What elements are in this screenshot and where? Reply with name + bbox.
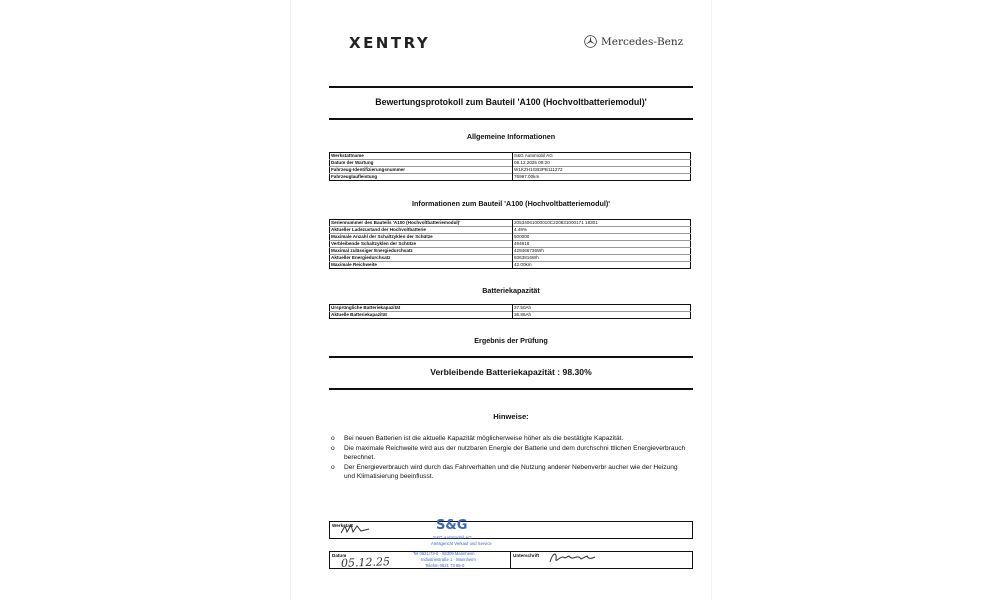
- row-key: Fahrzeug-Identifizierungsnummer: [330, 167, 513, 174]
- table-row: [330, 312, 691, 319]
- divider: [329, 388, 693, 390]
- row-value: 08.12.2025 08:20: [514, 160, 550, 165]
- table-row: [330, 234, 691, 241]
- table-row: [330, 167, 691, 174]
- general-info-table: [329, 152, 691, 181]
- divider: [510, 552, 511, 568]
- row-key: Maximale Reichweite: [330, 262, 513, 269]
- header: [291, 30, 711, 60]
- notes-title: Hinweise:: [493, 412, 529, 421]
- section-title-capacity: Batteriekapazität: [482, 286, 540, 295]
- row-value: 36.86Ah: [514, 312, 532, 317]
- brand-name: Mercedes-Benz: [601, 35, 684, 48]
- mercedes-star-icon: [584, 35, 597, 48]
- stamp-line: S&G Automobil AG: [433, 535, 472, 540]
- company-stamp: [391, 518, 501, 578]
- note-text: Der Energieverbrauch wird durch das Fahrverhalten und die Nutzung anderer Nebenverbr aucher wie der Heizung und Klimatisierung beeinflusst.: [344, 464, 678, 480]
- workshop-label: Werkstatt: [332, 523, 353, 528]
- divider: [329, 86, 693, 88]
- stamp-logo: S&G: [436, 518, 468, 533]
- row-key: Seriennummer des Bauteils 'A100 (Hochvoltbatteriemodul)': [330, 220, 513, 227]
- table-row: [330, 227, 691, 234]
- mercedes-brand: [584, 35, 683, 48]
- table-row: [330, 255, 691, 262]
- xentry-logo: XENTRY: [349, 34, 431, 52]
- row-key: Fahrzeuglaufleistung: [330, 174, 513, 181]
- row-value: W1KZH1GB3PB111272: [514, 167, 563, 172]
- note-text: Bei neuen Batterien ist die aktuelle Kapazität möglicherweise höher als die bestätigte Kapazität.: [344, 435, 624, 442]
- table-row: [330, 305, 691, 312]
- row-key: Ursprüngliche Batteriekapazität: [330, 305, 513, 312]
- workshop-signature-box: [329, 521, 693, 539]
- divider: [329, 356, 693, 358]
- result-text: Verbleibende Batteriekapazität : 98.30%: [430, 367, 592, 377]
- row-value: S&G Automobil AG: [514, 153, 553, 158]
- stamp-line: Industriestraße 1 · Mannheim: [421, 557, 476, 562]
- row-key: Aktuelle Batteriekapazität: [330, 312, 513, 319]
- section-title-component: Informationen zum Bauteil 'A100 (Hochvoltbatteriemodul)': [412, 199, 610, 208]
- divider: [329, 118, 693, 120]
- row-key: Maximale Anzahl der Schaltzyklen der Schütze: [330, 234, 513, 241]
- row-value: 500000: [514, 234, 530, 239]
- row-value: 37.50Ah: [514, 305, 532, 310]
- row-value: 429466736Wh: [514, 248, 544, 253]
- row-key: Datum der Wartung: [330, 160, 513, 167]
- row-key: Aktueller Ladezustand der Hochvoltbatterie: [330, 227, 513, 234]
- notes-list: [329, 434, 687, 482]
- row-value: 494818: [514, 241, 530, 246]
- row-key: Werkstattname: [330, 153, 513, 160]
- row-key: Aktueller Energiedurchsatz: [330, 255, 513, 262]
- list-item: [329, 463, 687, 481]
- table-row: [330, 174, 691, 181]
- table-row: [330, 262, 691, 269]
- section-title-general: Allgemeine Informationen: [466, 132, 556, 141]
- table-row: [330, 248, 691, 255]
- table-row: [330, 241, 691, 248]
- signature-scribble: [547, 550, 597, 566]
- row-key: Maximal zulässiger Energiedurchsatz: [330, 248, 513, 255]
- stamp-line: Tel 0621/73-0 · 68309 Mannheim: [413, 551, 475, 556]
- date-label: Datum: [332, 553, 347, 558]
- document-page: [290, 0, 712, 600]
- row-key: Verbleibende Schaltzyklen der Schütze: [330, 241, 513, 248]
- row-value: 20534061000010C220831000171 18301: [514, 220, 598, 225]
- bullet: o: [331, 435, 335, 442]
- document-title: Bewertungsprotokoll zum Bauteil 'A100 (Hochvoltbatteriemodul)': [375, 97, 647, 107]
- row-value: 42.00km: [514, 262, 532, 267]
- signature-label: Unterschrift: [513, 553, 540, 558]
- table-row: [330, 153, 691, 160]
- handwritten-date: 05.12.25: [340, 555, 391, 570]
- component-info-table: [329, 219, 691, 269]
- table-row: [330, 160, 691, 167]
- list-item: [329, 444, 687, 462]
- workshop-scribble: [339, 522, 375, 536]
- list-item: [329, 434, 687, 443]
- row-value: 4.49%: [514, 227, 528, 232]
- row-value: 76997.00km: [514, 174, 540, 179]
- section-title-result: Ergebnis der Prüfung: [474, 336, 548, 345]
- note-text: Die maximale Reichweite wird aus der nutzbaren Energie der Batterie und dem durchschni ttlichen Energieverbrauch berechnet.: [344, 445, 686, 461]
- bullet: o: [331, 464, 335, 471]
- stamp-line: Telefon 0621 73 65-0: [425, 563, 465, 568]
- capacity-table: [329, 304, 691, 319]
- table-row: [330, 220, 691, 227]
- bullet: o: [331, 445, 335, 452]
- row-value: 9363816Wh: [514, 255, 539, 260]
- stamp-line: Amtsgericht Verkauf und Service: [431, 541, 492, 546]
